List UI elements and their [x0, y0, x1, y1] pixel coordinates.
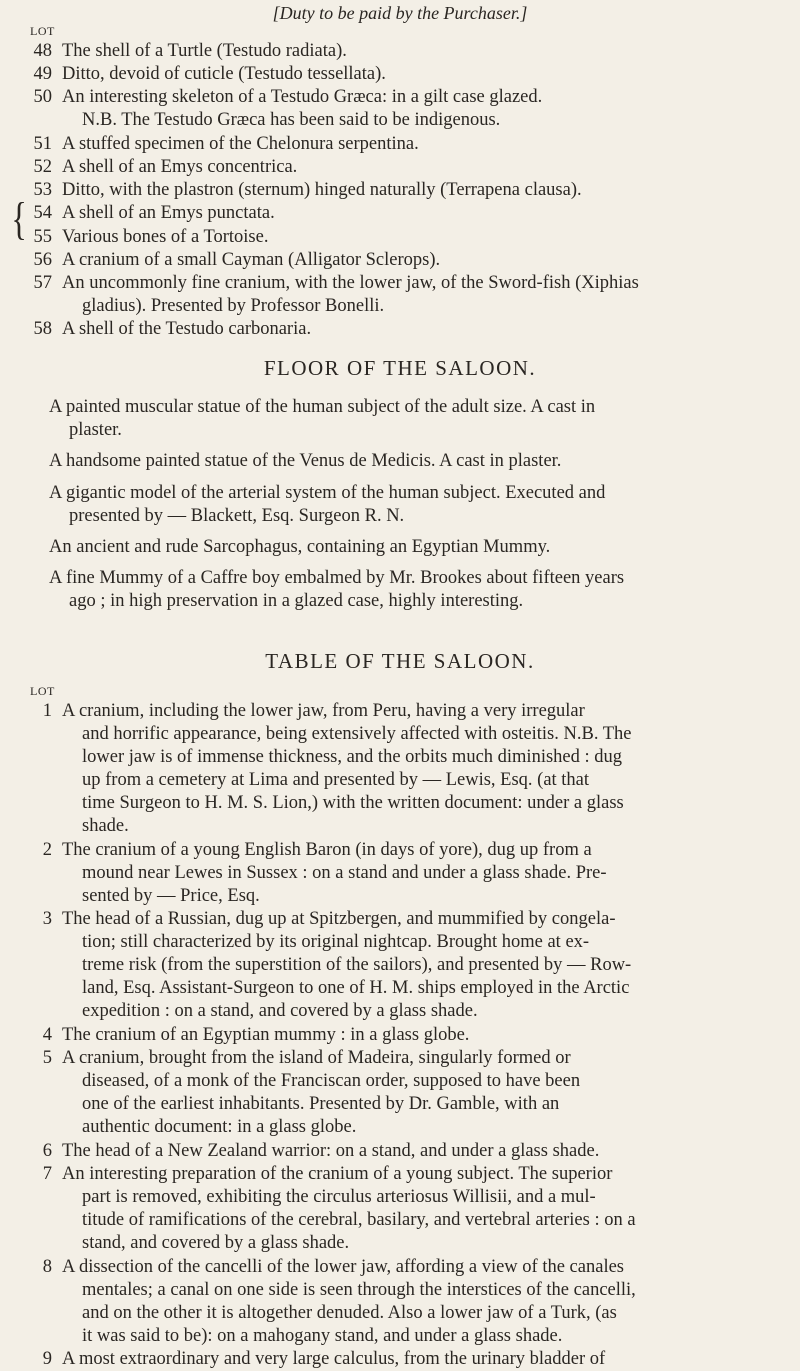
- lot-description: [62, 226, 782, 249]
- lot-number: 5: [42, 1048, 52, 1069]
- lot-number: 3: [42, 909, 52, 930]
- lot-number: 1: [42, 701, 52, 721]
- lot-description: [62, 249, 782, 272]
- lot-number: 6: [42, 1140, 52, 1161]
- text-line: A cranium, including the lower jaw, from Peru, having a very irregular: [62, 701, 585, 721]
- text-line: gladius). Presented by Professor Bonelli.: [82, 296, 385, 316]
- lot-number: 54: [33, 203, 52, 224]
- lot-number: 56: [33, 249, 52, 270]
- text-line: The cranium of an Egyptian mummy : in a glass globe.: [62, 1025, 470, 1046]
- text-line: one of the earliest inhabitants. Presented by Dr. Gamble, with an: [82, 1094, 560, 1115]
- text-line: up from a cemetery at Lima and presented by — Lewis, Esq. (at that: [82, 770, 590, 790]
- lot-column-label: LOT: [30, 24, 55, 38]
- lot-description: [62, 202, 782, 225]
- text-line: A painted muscular statue of the human subject of the adult size. A cast in: [49, 397, 596, 417]
- text-line: The cranium of a young English Baron (in days of yore), dug up from a: [62, 839, 592, 860]
- text-line: expedition : on a stand, and covered by a glass shade.: [82, 1001, 478, 1022]
- lot-number: 51: [33, 133, 52, 154]
- lot-description: [62, 1024, 782, 1047]
- floor-item: [49, 396, 789, 442]
- lot-number: 57: [33, 273, 52, 293]
- floor-item: [49, 450, 789, 473]
- text-line: Ditto, with the plastron (sternum) hinged naturally (Terrapena clausa).: [62, 180, 582, 201]
- text-line: diseased, of a monk of the Franciscan order, supposed to have been: [82, 1071, 581, 1092]
- text-line: A cranium of a small Cayman (Alligator Sclerops).: [62, 249, 441, 270]
- text-line: titude of ramifications of the cerebral, basilary, and vertebral arteries : on a: [82, 1210, 636, 1230]
- lot-description: [62, 1348, 782, 1371]
- lot-number: 48: [33, 41, 52, 61]
- text-line: A handsome painted statue of the Venus de Medicis. A cast in plaster.: [49, 451, 562, 472]
- lot-description: [62, 700, 782, 838]
- text-line: treme risk (from the superstition of the sailors), and presented by — Row-: [82, 955, 632, 976]
- text-line: time Surgeon to H. M. S. Lion,) with the written document: under a glass: [82, 793, 624, 813]
- lot-number: 7: [42, 1164, 52, 1184]
- lot-description: [62, 272, 782, 318]
- lot-description: [62, 1140, 782, 1163]
- text-line: A cranium, brought from the island of Madeira, singularly formed or: [62, 1048, 571, 1069]
- lot-description: [62, 63, 782, 86]
- lot-number: 50: [33, 87, 52, 108]
- lot-number: 49: [33, 64, 52, 85]
- text-line: authentic document: in a glass globe.: [82, 1117, 357, 1138]
- text-line: A shell of the Testudo carbonaria.: [62, 319, 312, 340]
- lot-number: 9: [42, 1349, 52, 1370]
- section-title-floor: FLOOR OF THE SALOON.: [263, 356, 537, 380]
- lot-number: 2: [42, 839, 52, 860]
- brace-mark: {: [11, 193, 27, 244]
- floor-item: [49, 482, 789, 528]
- lot-description: [62, 318, 782, 341]
- text-line: stand, and covered by a glass shade.: [82, 1233, 350, 1253]
- text-line: N.B. The Testudo Græca has been said to be indigenous.: [82, 110, 501, 131]
- text-line: A stuffed specimen of the Chelonura serpentina.: [62, 133, 419, 154]
- lot-description: [62, 156, 782, 179]
- text-line: part is removed, exhibiting the circulus arteriosus Willisii, and a mul-: [82, 1187, 596, 1207]
- text-line: An interesting skeleton of a Testudo Græca: in a gilt case glazed.: [62, 87, 543, 108]
- text-line: A shell of an Emys concentrica.: [62, 157, 298, 177]
- text-line: mentales; a canal on one side is seen through the interstices of the cancelli,: [82, 1279, 636, 1300]
- text-line: An ancient and rude Sarcophagus, containing an Egyptian Mummy.: [49, 537, 551, 557]
- floor-item: [49, 567, 789, 613]
- lot-number: 58: [33, 319, 52, 340]
- lot-number: 53: [33, 180, 52, 201]
- lot-number: 4: [42, 1025, 52, 1046]
- text-line: it was said to be): on a mahogany stand, and under a glass shade.: [82, 1325, 563, 1346]
- lot-description: [62, 133, 782, 156]
- text-line: Various bones of a Tortoise.: [62, 226, 269, 247]
- text-line: ago ; in high preservation in a glazed case, highly interesting.: [69, 591, 524, 612]
- text-line: lower jaw is of immense thickness, and the orbits much diminished : dug: [82, 747, 623, 767]
- text-line: and on the other it is altogether denuded. Also a lower jaw of a Turk, (as: [82, 1302, 617, 1323]
- lot-description: [62, 1163, 782, 1255]
- text-line: A shell of an Emys punctata.: [62, 203, 275, 224]
- text-line: An uncommonly fine cranium, with the lower jaw, of the Sword-fish (Xiphias: [62, 273, 639, 293]
- text-line: An interesting preparation of the cranium of a young subject. The superior: [62, 1164, 613, 1184]
- text-line: The head of a New Zealand warrior: on a stand, and under a glass shade.: [62, 1140, 600, 1161]
- text-line: A dissection of the cancelli of the lower jaw, affording a view of the canales: [62, 1256, 624, 1277]
- lot-description: [62, 1256, 782, 1348]
- lot-description: [62, 86, 782, 132]
- lot-description: [62, 839, 782, 908]
- lot-description: [62, 179, 782, 202]
- text-line: land, Esq. Assistant-Surgeon to one of H. M. ships employed in the Arctic: [82, 978, 630, 999]
- lot-number: 8: [42, 1256, 52, 1277]
- lot-description: [62, 908, 782, 1023]
- text-line: A gigantic model of the arterial system of the human subject. Executed and: [49, 482, 606, 503]
- text-line: The shell of a Turtle (Testudo radiata).: [62, 41, 347, 61]
- text-line: A fine Mummy of a Caffre boy embalmed by Mr. Brookes about fifteen years: [49, 568, 625, 589]
- text-line: A most extraordinary and very large calculus, from the urinary bladder of: [62, 1349, 606, 1370]
- text-line: The head of a Russian, dug up at Spitzbergen, and mummified by congela-: [62, 909, 616, 930]
- text-line: sented by — Price, Esq.: [82, 885, 260, 906]
- text-line: tion; still characterized by its original nightcap. Brought home at ex-: [82, 932, 590, 953]
- floor-item: [49, 536, 789, 559]
- running-head: [Duty to be paid by the Purchaser.]: [272, 3, 528, 23]
- lot-column-label-2: LOT: [30, 684, 55, 698]
- text-line: plaster.: [69, 420, 122, 440]
- lot-number: 52: [33, 157, 52, 177]
- text-line: shade.: [82, 816, 129, 836]
- text-line: and horrific appearance, being extensively affected with osteitis. N.B. The: [82, 724, 632, 744]
- lot-number: 55: [33, 226, 52, 247]
- section-title-table: TABLE OF THE SALOON.: [265, 649, 535, 673]
- lot-description: [62, 40, 782, 63]
- text-line: Ditto, devoid of cuticle (Testudo tessellata).: [62, 64, 386, 85]
- lot-description: [62, 1047, 782, 1139]
- text-line: presented by — Blackett, Esq. Surgeon R. N.: [69, 505, 405, 526]
- text-line: mound near Lewes in Sussex : on a stand and under a glass shade. Pre-: [82, 862, 607, 883]
